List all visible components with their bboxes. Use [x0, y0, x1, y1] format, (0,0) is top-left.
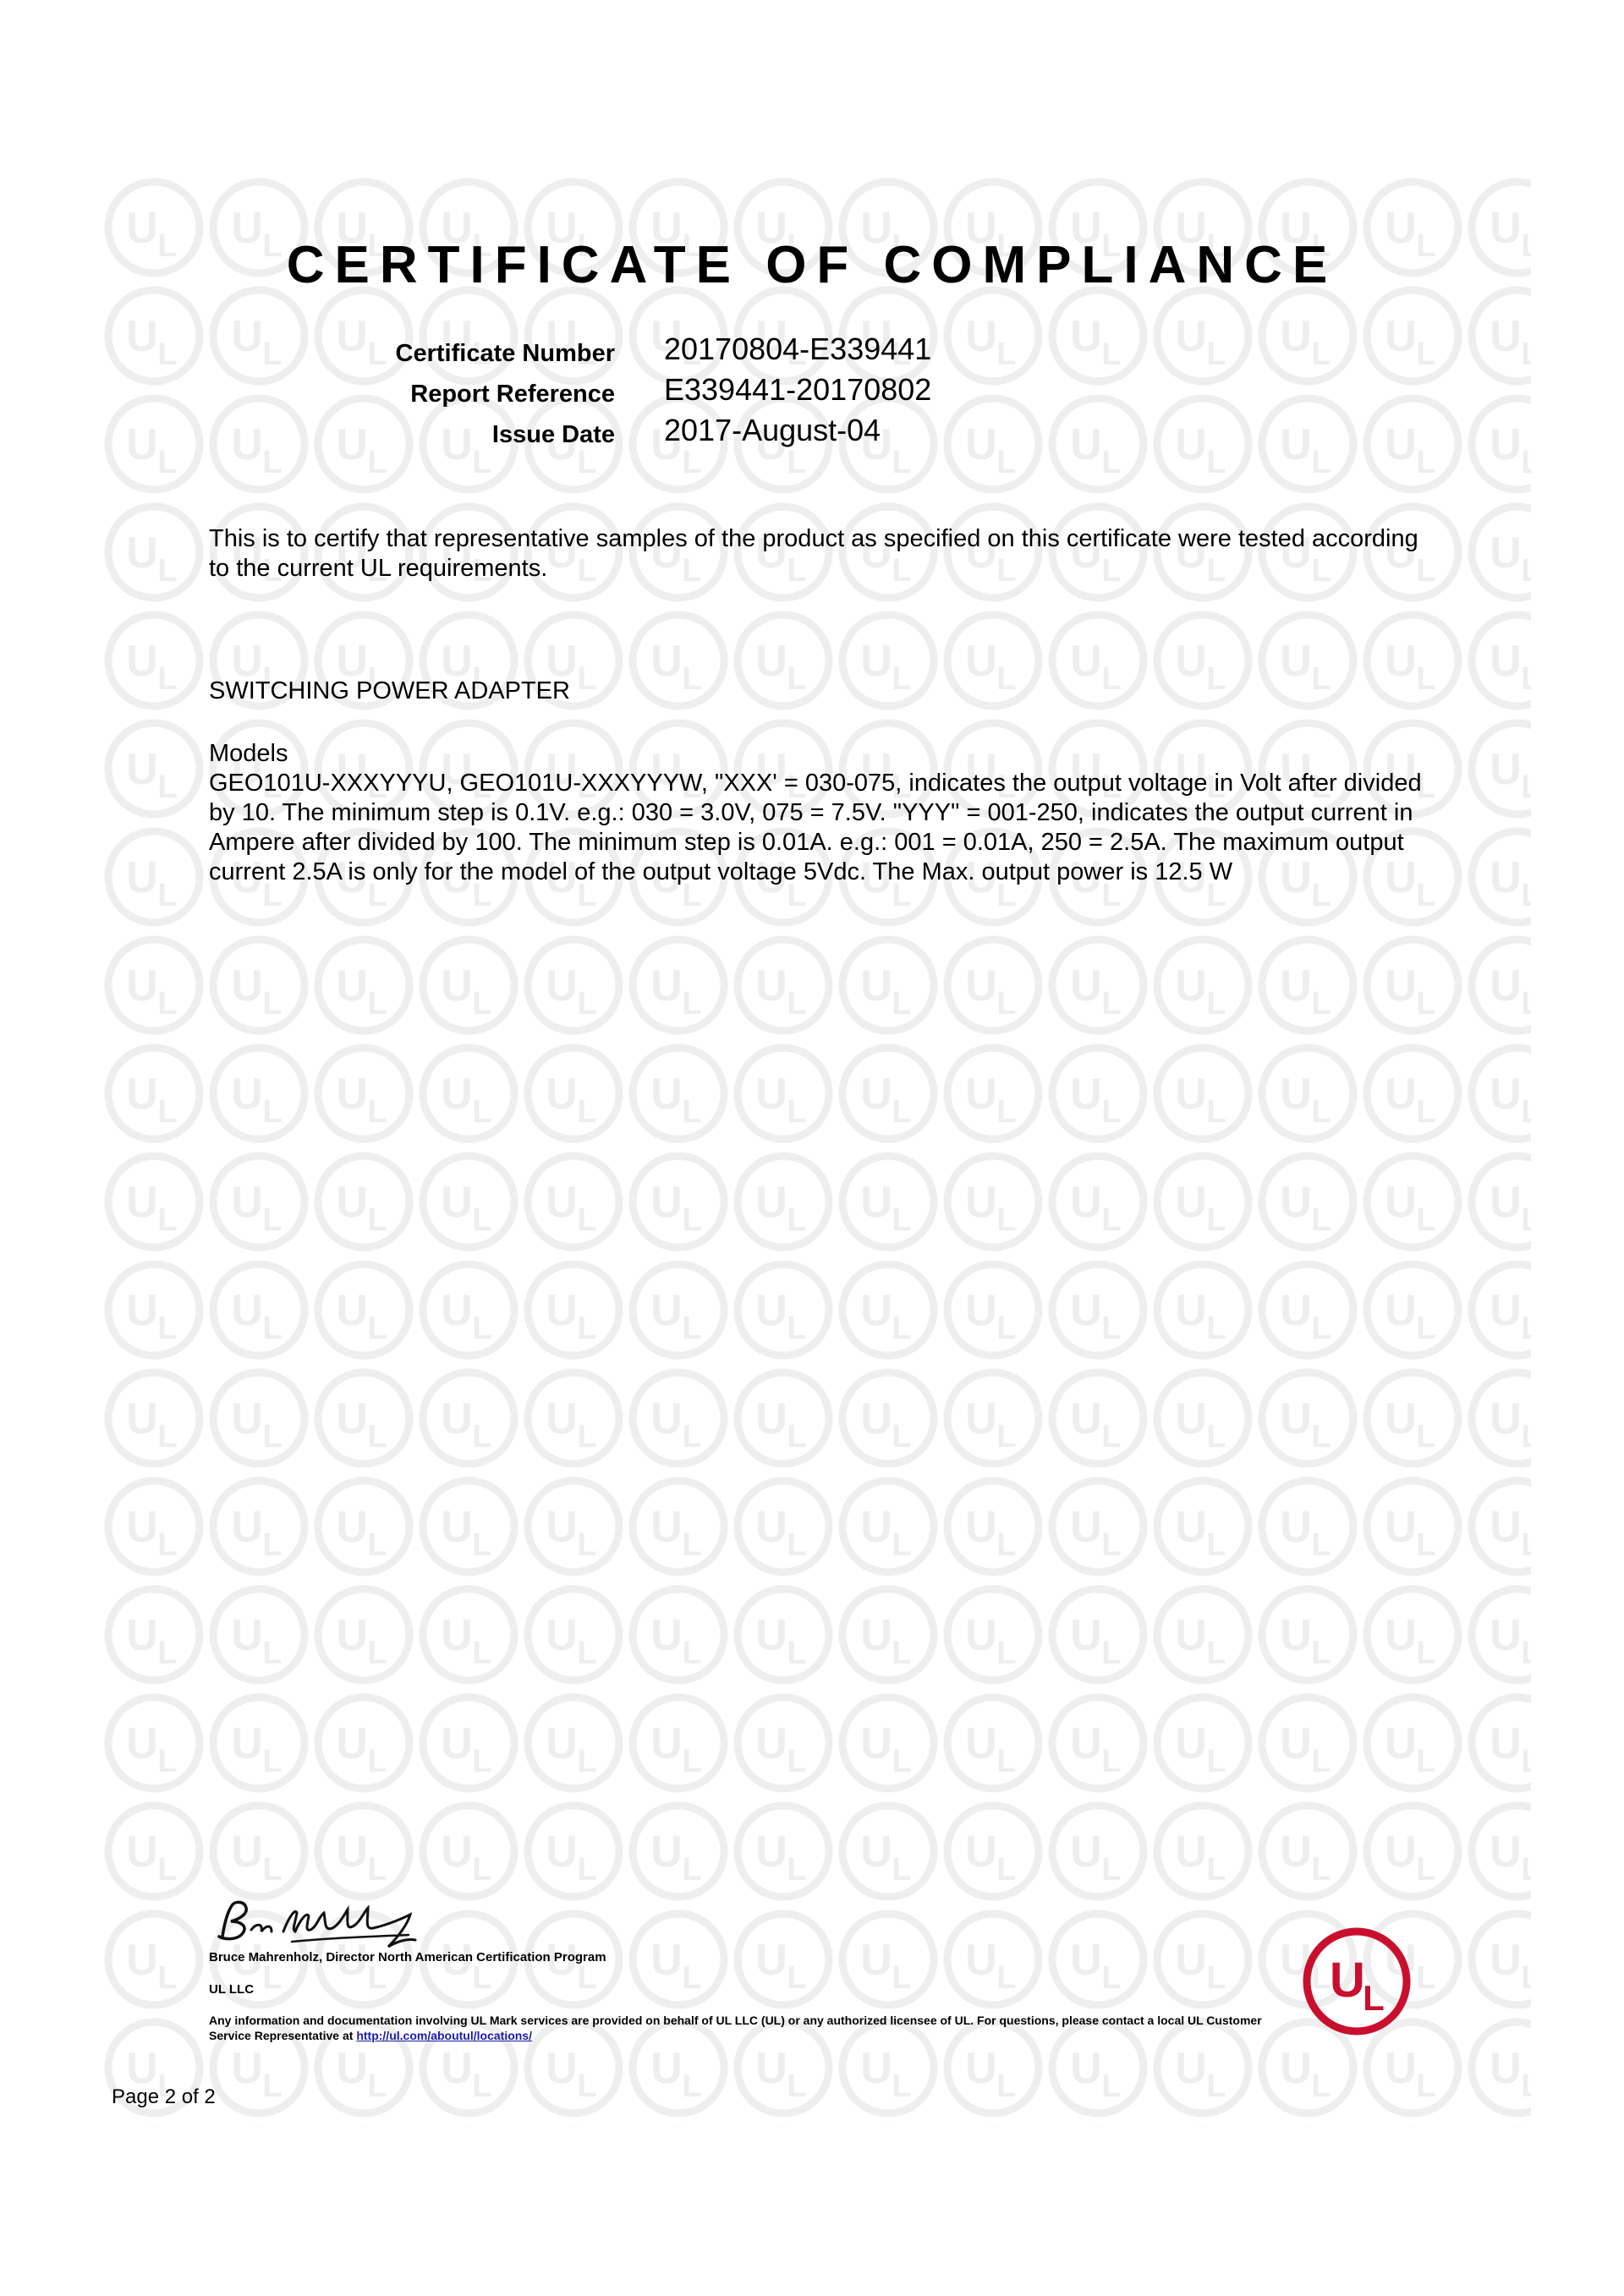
certificate-number-row [0, 332, 1624, 372]
issue-date-value: 2017-August-04 [664, 413, 881, 447]
page-number: Page 2 of 2 [112, 2085, 216, 2108]
disclaimer-text [209, 2013, 1275, 2043]
report-reference-row [0, 372, 1624, 413]
report-reference-value: E339441-20170802 [664, 372, 932, 407]
issue-date-label: Issue Date [491, 421, 615, 448]
models-text: GEO101U-XXXYYYU, GEO101U-XXXYYYW, "XXX' = 030-075, indicates the output voltage in Volt after divided by 10. The minimum step is 0.1V. e.g.: 030 = 3.0V, 075 = 7.5V. "YYY" = 001-250, indicates the output current in Ampere after divided by 100. The minimum step is 0.01A. e.g.: 001 = 0.01A, 250 = 2.5A. The maximum output current 2.5A is only for the model of the output voltage 5Vdc. The Max. output power is 12.5 W [209, 770, 1422, 885]
product-name: SWITCHING POWER ADAPTER [209, 677, 570, 704]
disclaimer-body: Any information and documentation involving UL Mark services are provided on behalf of UL LLC (UL) or any authorized licensee of UL. For questions, please contact a local UL Customer Service Representative at [209, 2014, 1262, 2042]
certificate-meta [0, 332, 1624, 453]
report-reference-label: Report Reference [410, 381, 615, 408]
certificate-number-label: Certificate Number [395, 340, 615, 367]
ul-logo-icon [1301, 1926, 1413, 2037]
issue-date-row [0, 413, 1624, 453]
certify-statement: This is to certify that representative samples of the product as specified on this certificate were tested according to the current UL requirements. [209, 525, 1418, 582]
signer-name: Bruce Mahrenholz, Director North American Certification Program [209, 1950, 606, 1964]
svg-text:U: U [1330, 1953, 1365, 2008]
svg-text:L: L [1363, 1978, 1385, 2018]
models-section [209, 739, 1435, 887]
models-heading: Models [209, 740, 288, 767]
certificate-number-value: 20170804-E339441 [664, 332, 932, 366]
locations-link[interactable]: http://ul.com/aboutul/locations/ [356, 2029, 532, 2042]
organization-name: UL LLC [209, 1982, 255, 1997]
signature-image [207, 1893, 427, 1952]
certificate-title: CERTIFICATE OF COMPLIANCE [286, 236, 1338, 294]
